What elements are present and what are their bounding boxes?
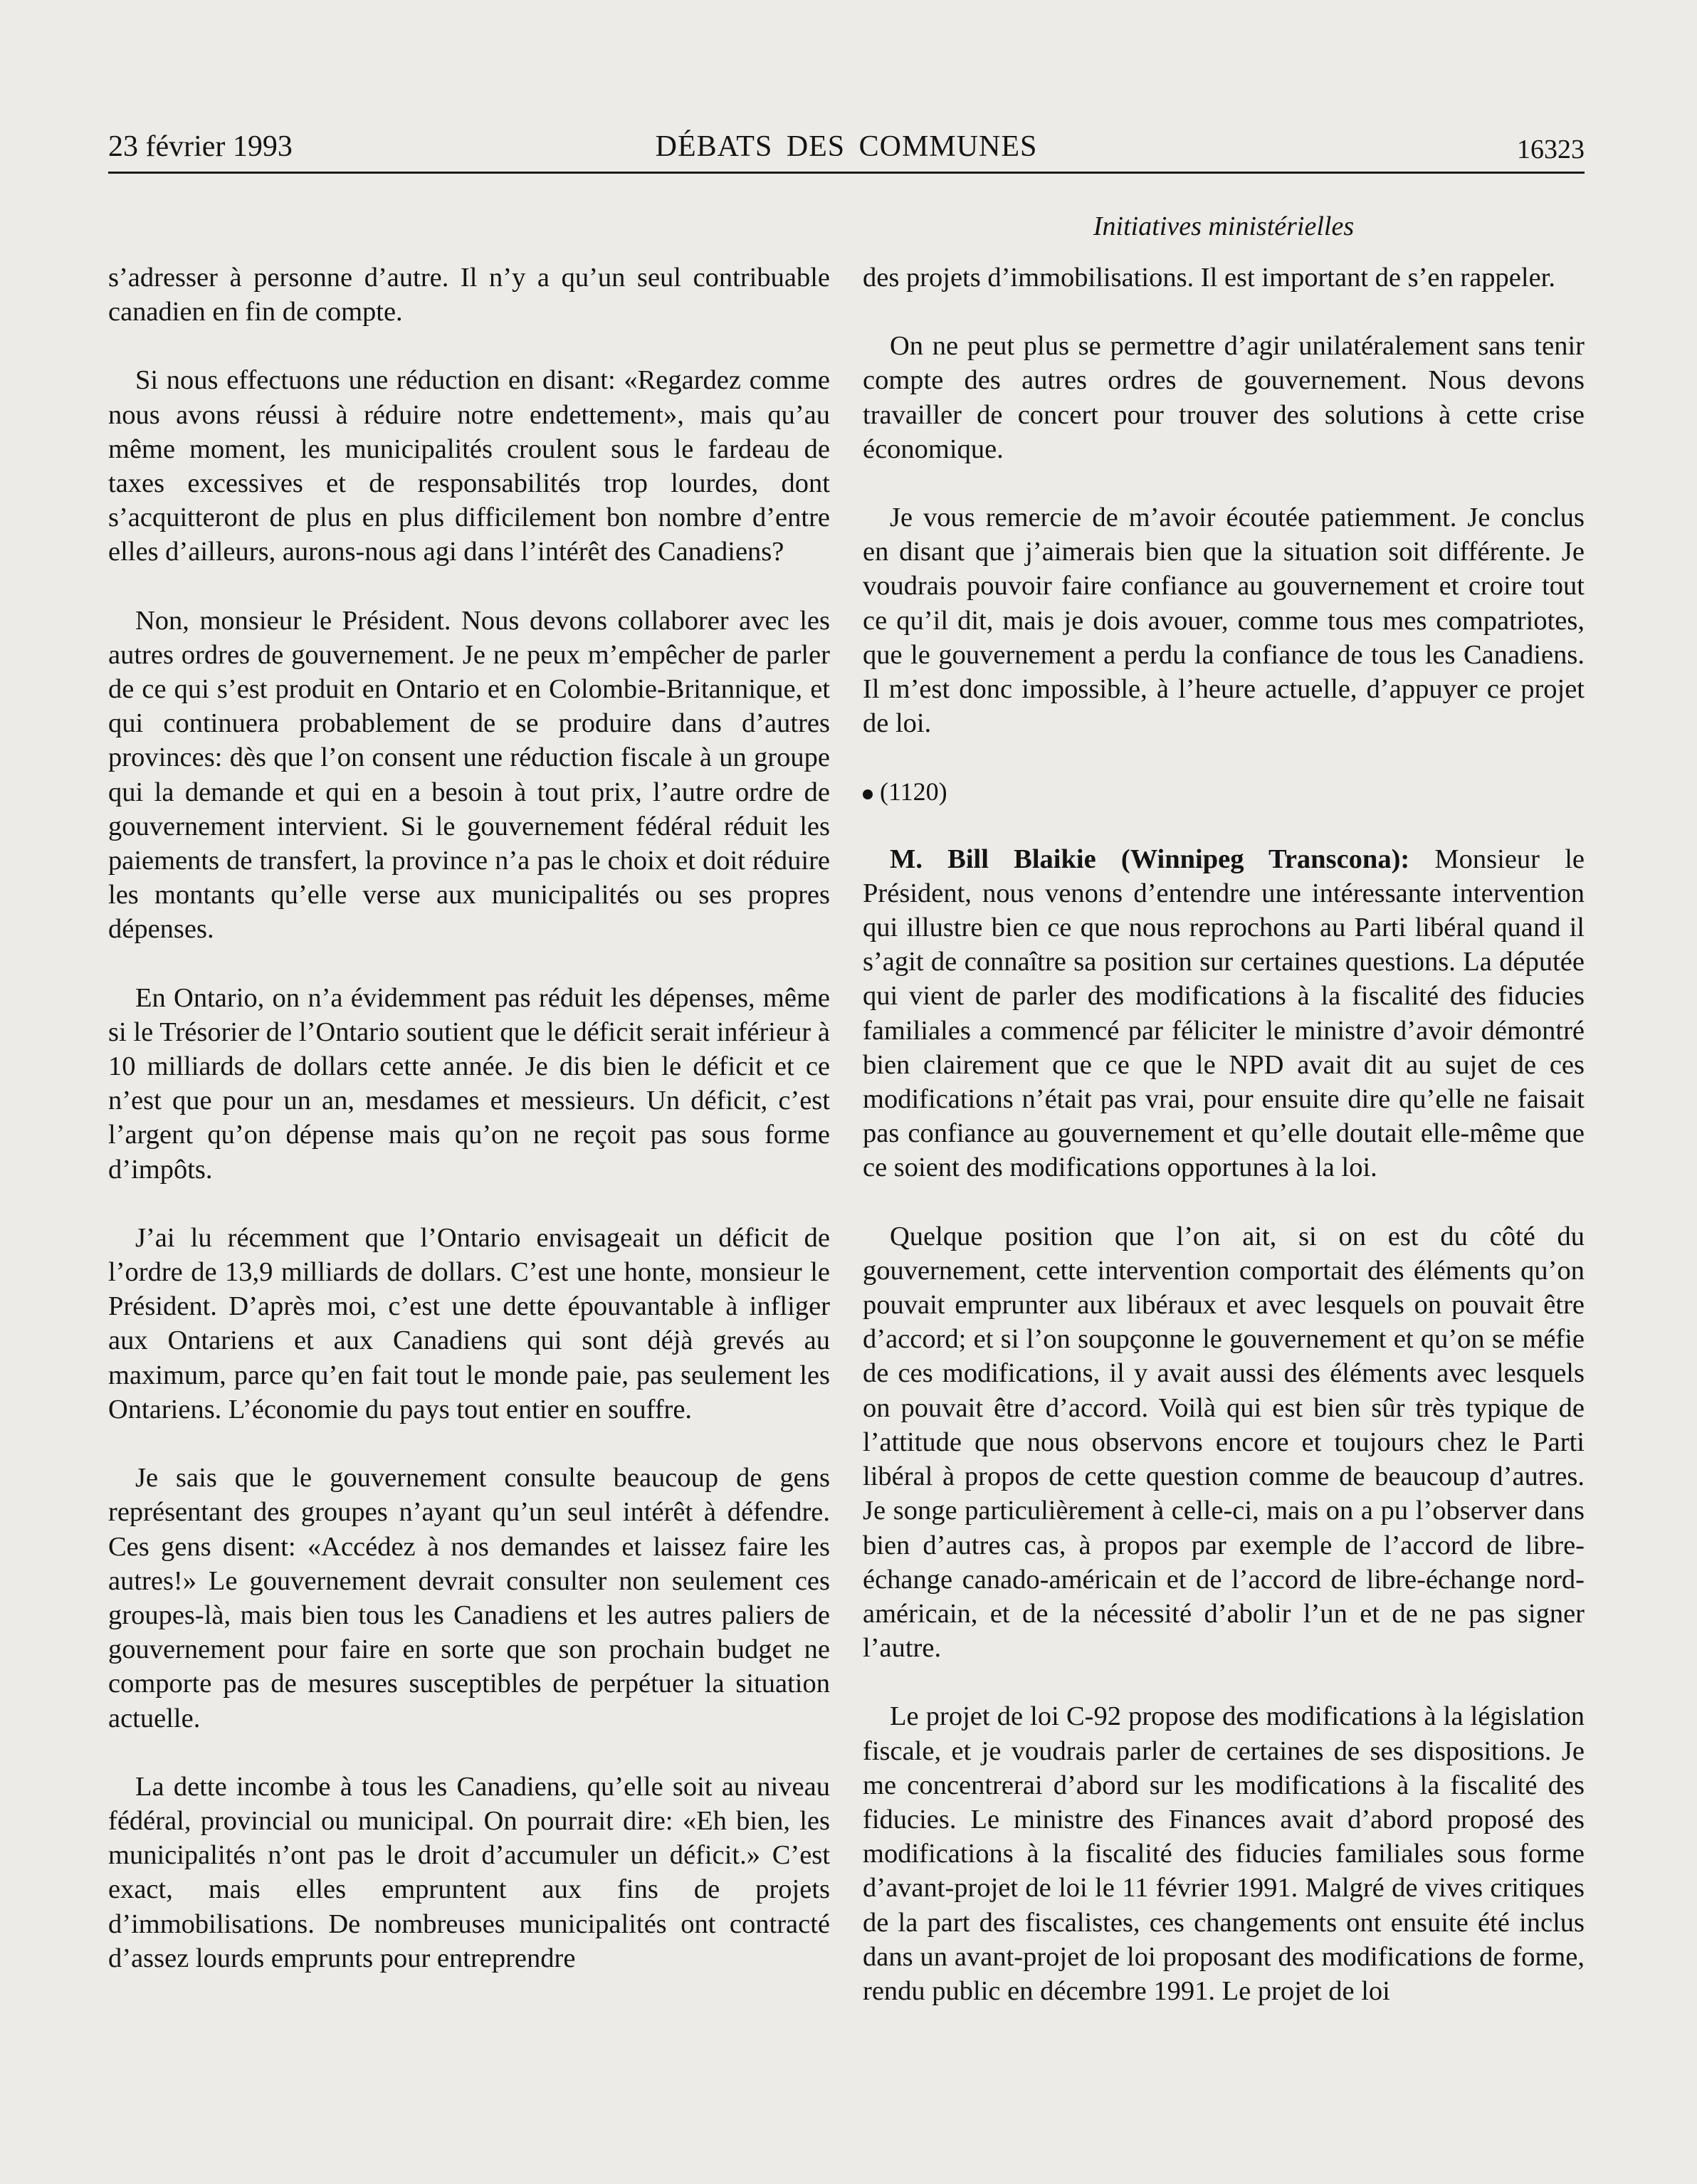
running-header [108, 130, 1585, 172]
header-rule [108, 172, 1585, 174]
speaker-text: Monsieur le Président, nous venons d’entendre une intéressante intervention qui illustre bien ce que nous reprochons au Parti libéral quand il s’agit de connaître sa position sur certaines questions. La députée qui vient de parler des modifications à la fiscalité des fiducies familiales a commencé par féliciter le ministre d’avoir démontré bien clairement que ce que le NPD avait dit au sujet de ces modifications n’était pas vrai, pour ensuite dire qu’elle ne faisait pas confiance au gouvernement et qu’elle doutait elle-même que ce soient des modifications opportunes à la loi. [863, 844, 1585, 1183]
paragraph: Quelque position que l’on ait, si on est du côté du gouvernement, cette intervention comportait des éléments qu’on pouvait emprunter aux libéraux et avec lesquels on pouvait être d’accord; et si l’on soupçonne le gouvernement et qu’on se méfie de ces modifications, il y avait aussi des éléments avec lesquels on pouvait être d’accord. Voilà qui est bien sûr très typique de l’attitude que nous observons encore et toujours chez le Parti libéral à propos de cette question comme de beaucoup d’autres. Je songe particulièrement à celle-ci, mais on a pu l’observer dans bien d’autres cas, à propos par exemple de l’accord de libre-échange canado-américain et de l’accord de libre-échange nord-américain, et de la nécessité d’abolir l’un et de ne pas signer l’autre. [863, 1221, 1585, 1664]
bullet-icon [863, 789, 873, 799]
header-title: DÉBATS DES COMMUNES [655, 130, 1038, 163]
speaker-paragraph [863, 842, 1585, 1185]
timestamp-text: (1120) [880, 777, 947, 807]
paragraph: Je sais que le gouvernement consulte beaucoup de gens représentant des groupes n’ayant qu’un seul intérêt à défendre. Ces gens disent: «Accédez à nos demandes et laissez faire les autres!» Le gouvernement devrait consulter non seulement ces groupes-là, mais bien tous les Canadiens et les autres paliers de gouvernement pour faire en sorte que son prochain budget ne comporte pas de mesures susceptibles de perpétuer la situation actuelle. [108, 1463, 830, 1733]
paragraph: J’ai lu récemment que l’Ontario envisageait un déficit de l’ordre de 13,9 milliards de dollars. C’est une honte, monsieur le Président. D’après moi, c’est une dette épouvantable à infliger aux Ontariens et aux Canadiens qui sont déjà grevés au maximum, parce qu’en fait tout le monde paie, pas seulement les Ontariens. L’économie du pays tout entier en souffre. [108, 1222, 830, 1424]
paragraph: Si nous effectuons une réduction en disant: «Regardez comme nous avons réussi à réduire notre endettement», mais qu’au même moment, les municipalités croulent sous le fardeau de taxes excessives et de responsabilités trop lourdes, dont s’acquitteront de plus en plus difficilement bon nombre d’entre elles d’ailleurs, aurons-nous agi dans l’intérêt des Canadiens? [108, 365, 830, 567]
paragraph: Je vous remercie de m’avoir écoutée patiemment. Je conclus en disant que j’aimerais bien que la situation soit différente. Je voudrais pouvoir faire confiance au gouvernement et croire tout ce qu’il dit, mais je dois avouer, comme tous mes compatriotes, que le gouvernement a perdu la confiance de tous les Canadiens. Il m’est donc impossible, à l’heure actuelle, d’appuyer ce projet de loi. [863, 503, 1585, 739]
paragraph: La dette incombe à tous les Canadiens, qu’elle soit au niveau fédéral, provincial ou municipal. On pourrait dire: «Eh bien, les municipalités n’ont pas le droit d’accumuler un déficit.» C’est exact, mais elles empruntent aux fins de projets d’immobilisations. De nombreuses municipalités ont contracté d’assez lourds emprunts pour entreprendre [108, 1771, 830, 1973]
timestamp [863, 775, 1585, 809]
paragraph: On ne peut plus se permettre d’agir unilatéralement sans tenir compte des autres ordres de gouvernement. Nous devons travailler de concert pour trouver des solutions à cette crise économique. [863, 331, 1585, 464]
left-column [108, 261, 830, 2010]
section-label: Initiatives ministérielles [1093, 211, 1355, 241]
paragraph: Non, monsieur le Président. Nous devons collaborer avec les autres ordres de gouvernement. Je ne peux m’empêcher de parler de ce qui s’est produit en Ontario et en Colombie-Britannique, et qui continuera probablement de se produire dans d’autres provinces: dès que l’on consent une réduction fiscale à un groupe qui la demande et qui en a besoin à tout prix, l’autre ordre de gouvernement intervient. Si le gouvernement fédéral réduit les paiements de transfert, la province n’a pas le choix et doit réduire les montants qu’elle verse aux municipalités ou ses propres dépenses. [108, 605, 830, 945]
header-date: 23 février 1993 [108, 130, 293, 163]
paragraph: des projets d’immobilisations. Il est important de s’en rappeler. [863, 263, 1555, 293]
right-column [863, 261, 1585, 2042]
paragraph: s’adresser à personne d’autre. Il n’y a qu’un seul contribuable canadien en fin de compte. [108, 263, 830, 327]
page-number: 16323 [1517, 135, 1585, 164]
speaker-name: M. Bill Blaikie (Winnipeg Transcona): [890, 844, 1410, 874]
paragraph: En Ontario, on n’a évidemment pas réduit les dépenses, même si le Trésorier de l’Ontario soutient que le déficit serait inférieur à 10 milliards de dollars cette année. Je dis bien le déficit et ce n’est que pour un an, mesdames et messieurs. Un déficit, c’est l’argent qu’on dépense mais qu’on ne reçoit pas sous forme d’impôts. [108, 982, 830, 1185]
paragraph: Le projet de loi C-92 propose des modifications à la législation fiscale, et je voudrais parler de certaines de ses dispositions. Je me concentrerai d’abord sur les modifications à la fiscalité des fiducies. Le ministre des Finances avait d’abord proposé des modifications à la fiscalité des fiducies familiales sous forme d’avant-projet de loi le 11 février 1991. Malgré de vives critiques de la part des fiscalistes, ces changements ont ensuite été inclus dans un avant-projet de loi proposant des modifications de forme, rendu public en décembre 1991. Le projet de loi [863, 1701, 1585, 2006]
